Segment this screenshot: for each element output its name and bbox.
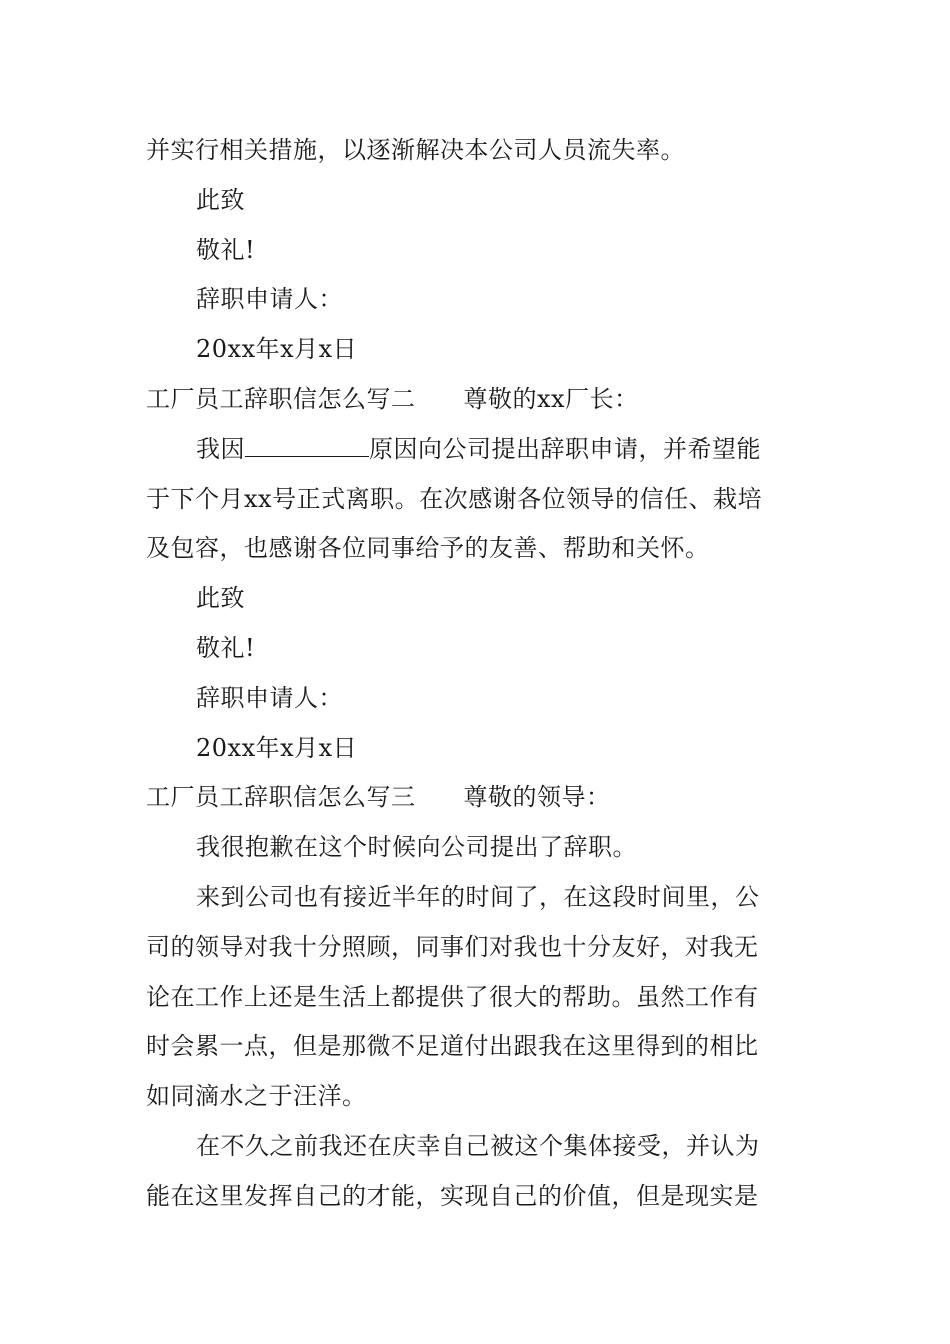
paragraph-line: 及包容，也感谢各位同事给予的友善、帮助和关怀。 <box>146 534 710 563</box>
section-heading-2 <box>146 375 806 425</box>
signature-label: 辞职申请人： <box>196 285 343 314</box>
paragraph-line: 并实行相关措施，以逐渐解决本公司人员流失率。 <box>146 136 685 164</box>
salutation: 尊敬的领导： <box>463 783 611 812</box>
closing-jingli: 敬礼! <box>196 633 256 662</box>
paragraph-line: 于下个月xx号正式离职。在次感谢各位领导的信任、栽培 <box>146 484 763 513</box>
paragraph-line: 我很抱歉在这个时候向公司提出了辞职。 <box>196 833 637 862</box>
signature-label: 辞职申请人： <box>196 683 343 712</box>
paragraph-line: 能在这里发挥自己的才能，实现自己的价值，但是现实是 <box>146 1181 759 1210</box>
blank-underline <box>245 436 369 457</box>
paragraph-line: 论在工作上还是生活上都提供了很大的帮助。虽然工作有 <box>146 982 759 1011</box>
section-title: 工厂员工辞职信怎么写三 <box>146 783 416 812</box>
closing-cizhi: 此致 <box>196 584 245 613</box>
date-line: 20xx年x月x日 <box>196 335 358 364</box>
paragraph-line: 时会累一点，但是那微不足道付出跟我在这里得到的相比 <box>146 1032 759 1061</box>
paragraph-line: 如同滴水之于汪洋。 <box>146 1082 367 1111</box>
closing-cizhi: 此致 <box>196 185 245 214</box>
section-heading-3 <box>146 773 806 823</box>
paragraph-line: 来到公司也有接近半年的时间了，在这段时间里，公 <box>196 882 760 911</box>
paragraph-line: 在不久之前我还在庆幸自己被这个集体接受，并认为 <box>196 1131 760 1160</box>
paragraph-line: 司的领导对我十分照顾，同事们对我也十分友好，对我无 <box>146 932 759 961</box>
paragraph-line: 我因 原因向公司提出辞职申请，并希望能 <box>196 434 761 463</box>
section-title: 工厂员工辞职信怎么写二 <box>146 384 416 413</box>
closing-jingli: 敬礼! <box>196 235 256 264</box>
date-line: 20xx年x月x日 <box>196 733 358 762</box>
salutation: 尊敬的xx厂长： <box>463 384 639 413</box>
document-body <box>146 126 806 1222</box>
